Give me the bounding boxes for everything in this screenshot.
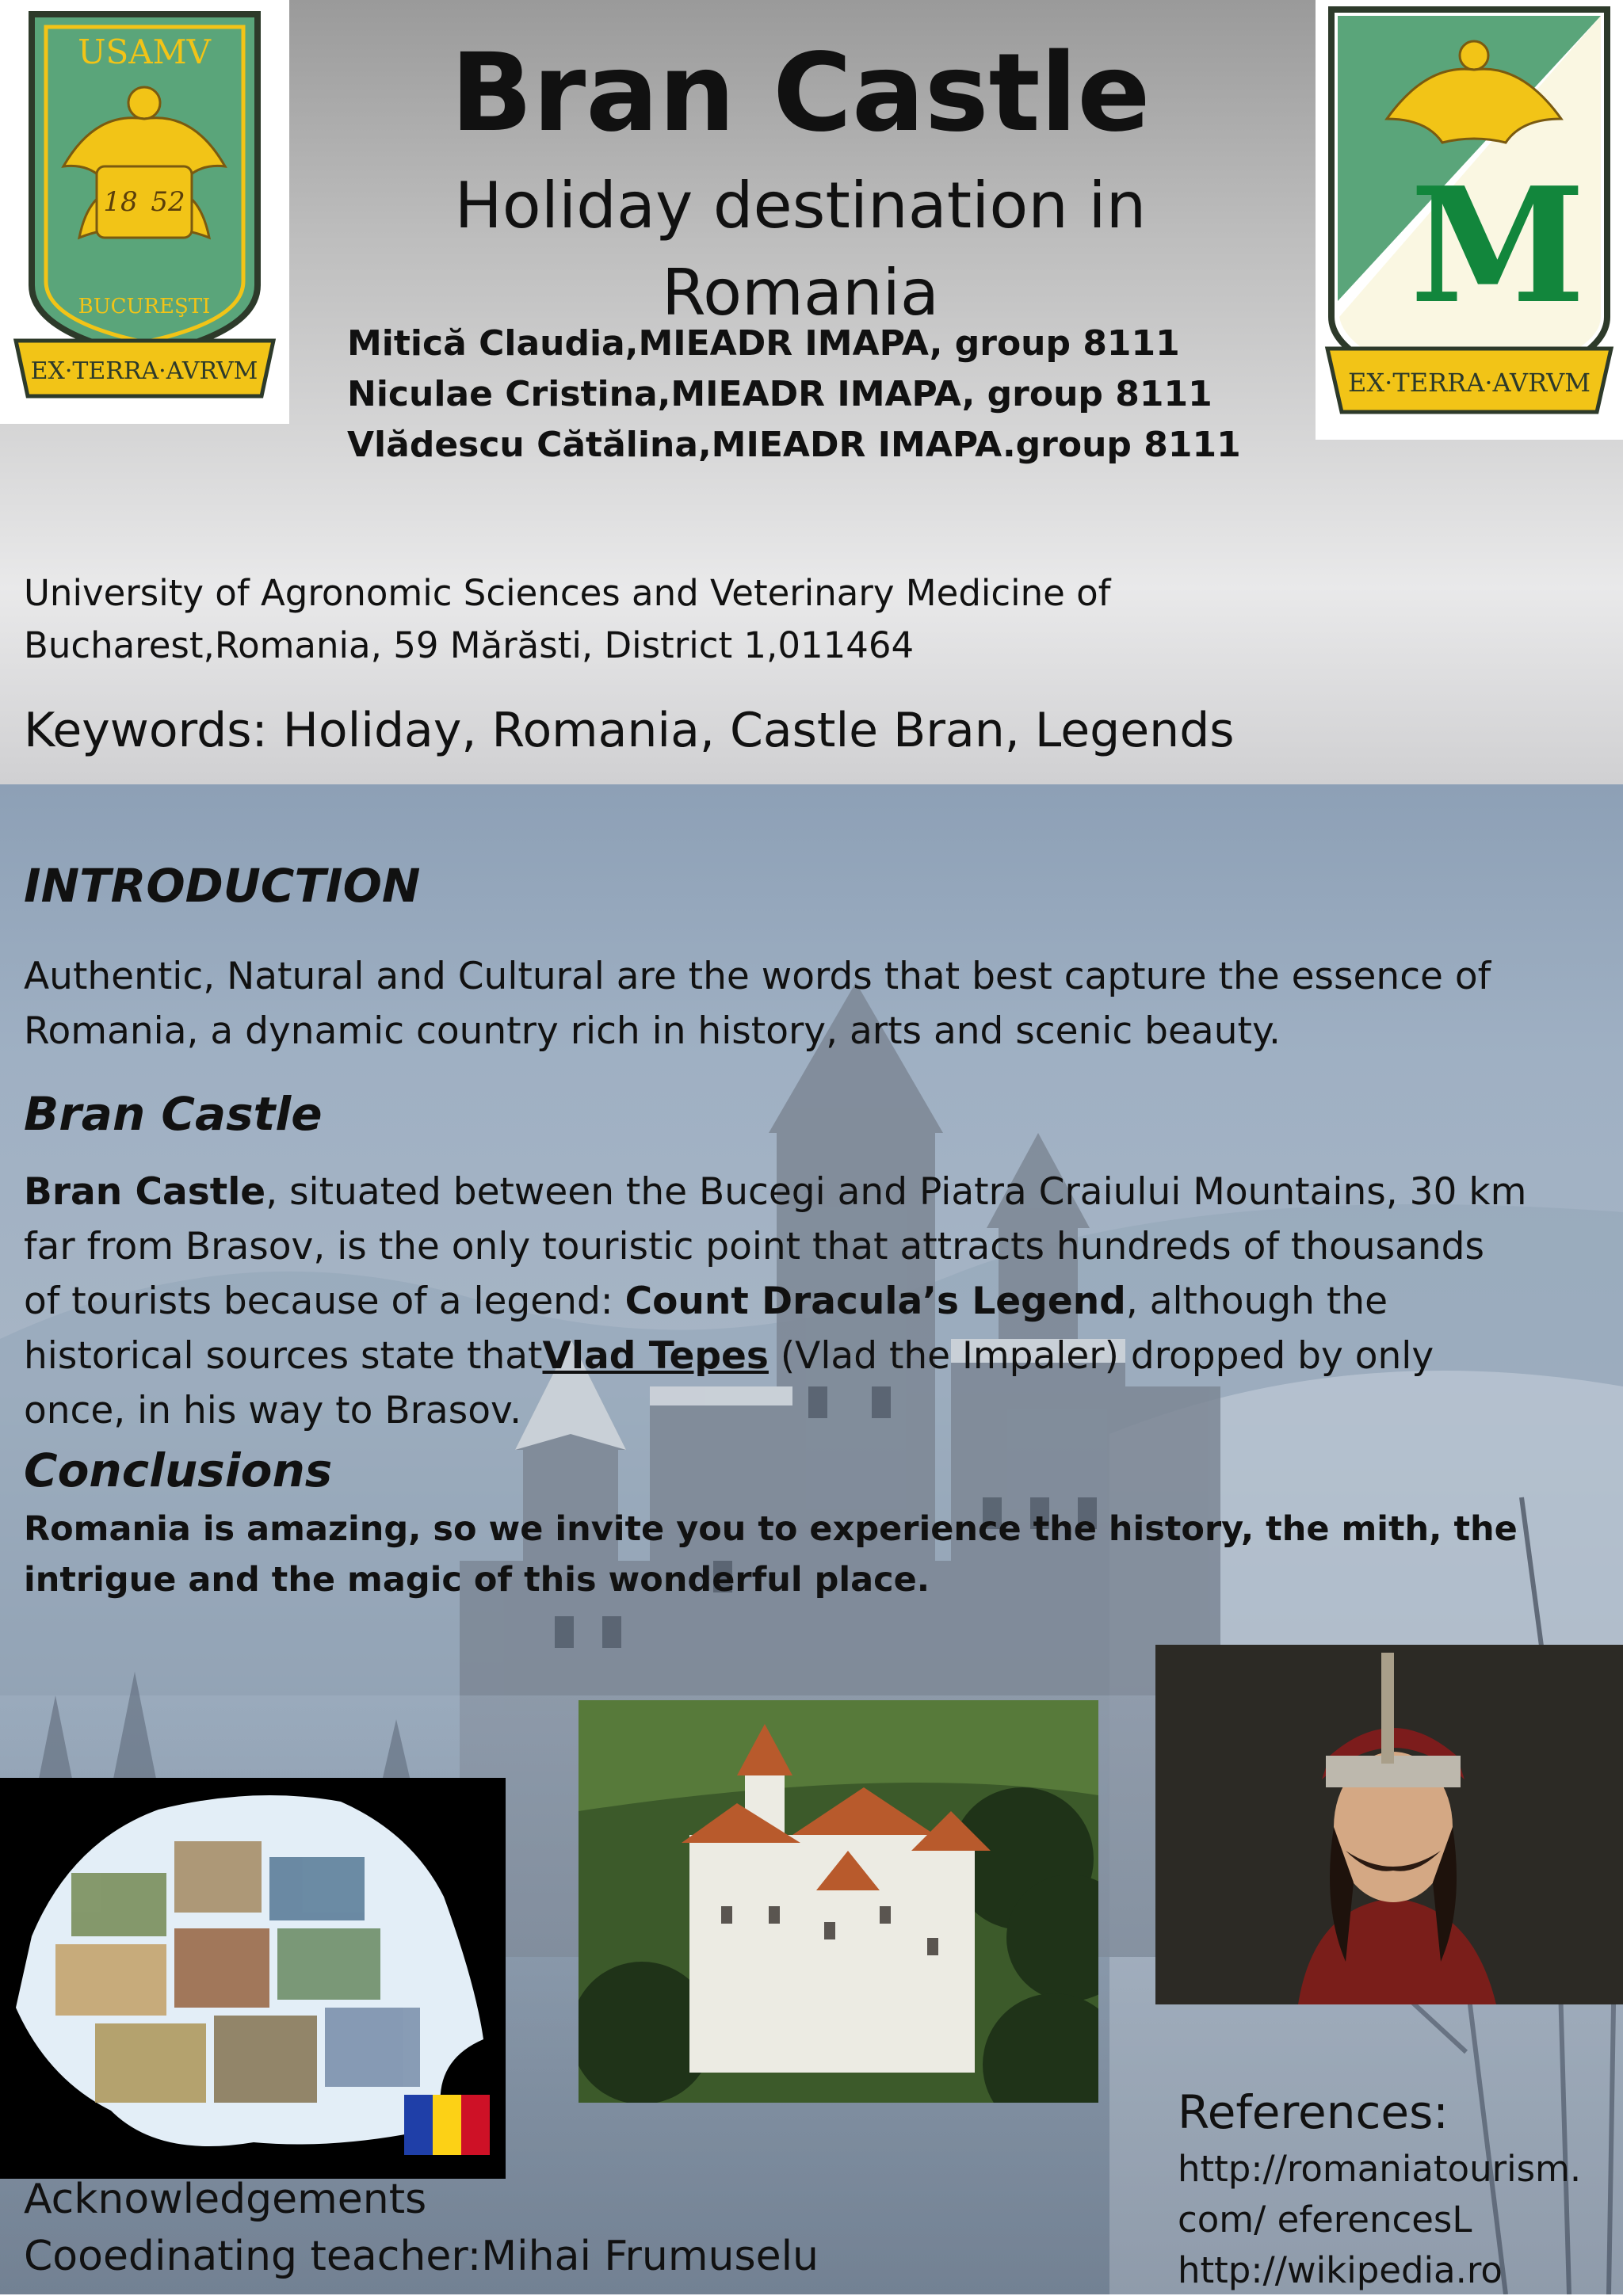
references-list (1178, 2144, 1621, 2296)
acknowledgements-text: Cooedinating teacher:Mihai Frumuselu (24, 2233, 819, 2280)
author-line: Vlădescu Cătălina,MIEADR IMAPA.group 8111 (347, 425, 1241, 465)
introduction-text: Authentic, Natural and Cultural are the words that best capture the essence of Romania, a dynamic country rich in history, arts and scenic beauty. (24, 955, 1491, 1053)
poster-subtitle: Holiday destination in Romania (454, 169, 1147, 330)
logo-left-city: BUCUREŞTI (78, 295, 211, 318)
reference-line: com/ eferencesL (1178, 2199, 1472, 2241)
reference-line: http://wikipedia.ro (1178, 2249, 1503, 2291)
introduction-heading: INTRODUCTION (24, 859, 421, 913)
vlad-tepes-portrait (1155, 1645, 1623, 2004)
logo-right-motto: EX·TERRA·AVRVM (1348, 368, 1591, 398)
logo-left-year-b: 52 (151, 186, 185, 218)
author-line: Mitică Claudia,MIEADR IMAPA, group 8111 (347, 323, 1180, 364)
faculty-logo-right (1316, 0, 1623, 440)
logo-left-motto: EX·TERRA·AVRVM (30, 357, 258, 385)
acknowledgements-heading: Acknowledgements (24, 2176, 427, 2223)
reference-line: http://romaniatourism. (1178, 2148, 1582, 2190)
romania-map-collage-image (0, 1778, 506, 2179)
logo-right-letter: M (1410, 153, 1586, 339)
conclusions-text: Romania is amazing, so we invite you to experience the history, the mith, the intrigue and the magic of this wonderful place. (24, 1509, 1518, 1600)
affiliation-line-1: University of Agronomic Sciences and Veterinary Medicine of (24, 572, 1111, 614)
logo-left-year-a: 18 (103, 186, 138, 218)
affiliation-line-2: Bucharest,Romania, 59 Mărăsti, District 1,011464 (24, 624, 915, 666)
author-line: Niculae Cristina,MIEADR IMAPA, group 8111 (347, 374, 1212, 414)
bran-text-part3: (Vlad the Impaler) dropped by only once, in his way to Brasov. (24, 1334, 1434, 1432)
conclusions-heading: Conclusions (24, 1444, 333, 1497)
keywords: Keywords: Holiday, Romania, Castle Bran, Legends (24, 703, 1235, 758)
bran-castle-heading: Bran Castle (24, 1087, 323, 1141)
author-list (347, 318, 1241, 471)
bran-text-part1: , situated between the Bucegi and Piatra Craiului Mountains, 30 km far from Brasov, is the only touristic point that attracts hundreds of thousands of tourists because of a legend: (24, 1170, 1527, 1323)
usamv-logo-left (0, 0, 289, 424)
dracula-legend-bold: Count Dracula’s Legend (624, 1280, 1126, 1323)
affiliation (24, 567, 1212, 672)
logo-left-top-text: USAMV (78, 32, 211, 71)
bran-castle-bold: Bran Castle (24, 1170, 266, 1214)
poster-title: Bran Castle (450, 31, 1151, 156)
bran-castle-photo (579, 1700, 1098, 2103)
vlad-tepes-underlined: Vlad Tepes (542, 1334, 769, 1378)
bran-castle-text (24, 1165, 1529, 1438)
bran-text-part2: , although the historical sources state that (24, 1280, 1388, 1378)
references-heading: References: (1178, 2085, 1449, 2139)
